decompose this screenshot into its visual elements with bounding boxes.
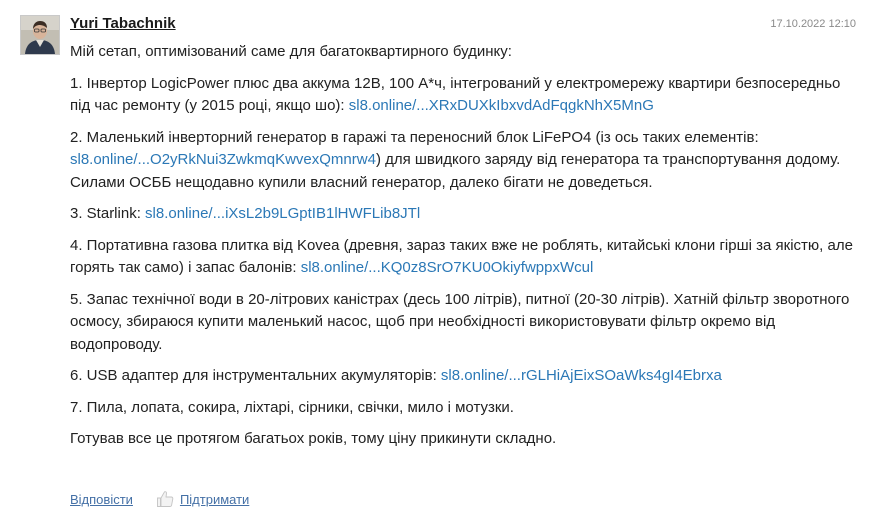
list-item-link[interactable]: sl8.online/...XRxDUXkIbxvdAdFqgkNhX5MnG (348, 97, 654, 114)
list-item-link[interactable]: sl8.online/...iXsL2b9LGptIB1lHWFLib8JTl (145, 205, 421, 222)
author-name[interactable]: Yuri Tabachnik (70, 15, 176, 32)
comment-intro: Мій сетап, оптимізований саме для багатоквартирного будинку: (70, 43, 512, 60)
list-item (70, 289, 860, 357)
list-item-link[interactable]: sl8.online/...O2yRkNui3ZwkmqKwvexQmnrw4 (70, 151, 376, 168)
comment-outro: Готував все це протягом багатьох років, тому ціну прикинути складно. (70, 430, 557, 447)
reply-button[interactable]: Відповісти (70, 491, 133, 507)
list-item-link[interactable]: sl8.online/...rGLHiAjEixSOaWks4gI4Ebrxa (440, 367, 722, 384)
list-item-text: 4. Портативна газова плитка від Kovea (древня, зараз таких вже не роблять, китайські клони гірші за якістю, але горять так само) і запас балонів: (70, 236, 853, 276)
list-item-text: 1. Інвертор LogicPower плюс два аккума 12В, 100 А*ч, інтегрований у електромережу квартири безпосередньо під час ремонту (у 2015 році, якщо шо): (70, 74, 841, 114)
list-item (70, 397, 860, 420)
avatar[interactable] (20, 15, 60, 55)
thumbs-up-icon (155, 489, 175, 509)
like-label: Підтримати (179, 491, 250, 507)
list-item (70, 73, 860, 118)
list-item (70, 365, 860, 388)
list-item (70, 235, 860, 280)
list-item-text: 3. Starlink: (70, 205, 146, 222)
list-item-text: 6. USB адаптер для інструментальних акумуляторів: (70, 367, 441, 384)
comment-actions (70, 489, 249, 509)
list-item-text: 5. Запас технічної води в 20-літрових каністрах (десь 100 літрів), питної (20-30 літрів). Хатній фільтр зворотного осмосу, збираюся купити маленький насос, щоб при необхідності використовувати фільтр окремо від водопроводу. (70, 290, 850, 353)
list-item-link[interactable]: sl8.online/...KQ0z8SrO7KU0OkiyfwppxWcul (300, 259, 594, 276)
list-item-text: 2. Маленький інверторний генератор в гаражі та переносний блок LiFePO4 (із ось таких елементів: (70, 128, 759, 146)
user-avatar-photo (21, 16, 59, 54)
comment-date: 17.10.2022 12:10 (770, 18, 856, 30)
like-button[interactable] (155, 489, 249, 509)
list-item-text: 7. Пила, лопата, сокира, ліхтарі, сірники, свічки, мило і мотузки. (70, 398, 514, 416)
list-item (70, 203, 860, 226)
list-item-text-after: ) для швидкого заряду від генератора та транспортування додому. Силами ОСББ нещодавно купили власний генератор, далеко бігати не доведеться. (70, 151, 841, 191)
list-item (70, 127, 860, 195)
comment-body (70, 41, 860, 460)
